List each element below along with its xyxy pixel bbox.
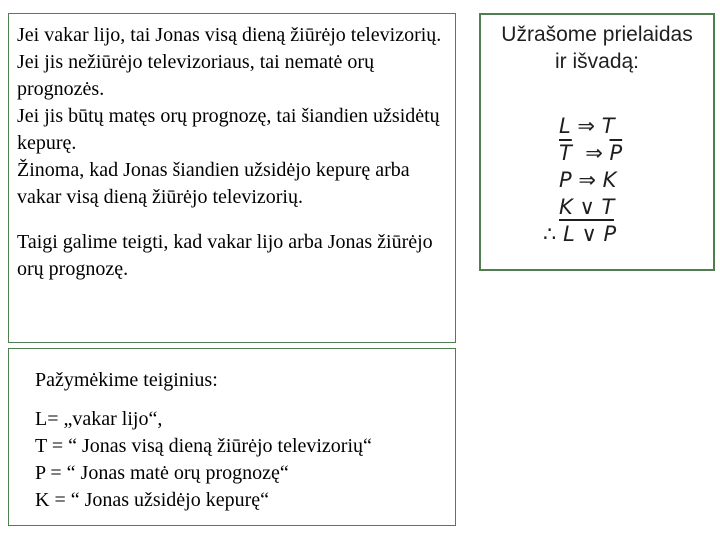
premise-4-underlined (559, 195, 614, 221)
conclusion-left: L (563, 222, 575, 246)
definitions-box (8, 348, 456, 526)
story-paragraph-3: Jei jis būtų matęs orų prognozę, tai šiandien užsidėtų kepurę. (17, 105, 440, 154)
definition-p: P = “ Jonas matė orų prognozę“ (35, 462, 289, 484)
logic-box (479, 13, 715, 271)
premise-3 (559, 167, 707, 194)
premise-1-right: T (601, 114, 615, 138)
story-text-box (8, 13, 456, 343)
therefore-symbol: ∴ (543, 222, 557, 246)
or-symbol: ∨ (581, 222, 597, 246)
premise-3-right: K (602, 168, 617, 192)
formula-list (543, 113, 707, 248)
paragraph-spacer (17, 211, 447, 229)
definition-t: T = “ Jonas visą dieną žiūrėjo televizorių“ (35, 435, 372, 457)
story-paragraph-4: Žinoma, kad Jonas šiandien užsidėjo kepurę arba vakar visą dieną žiūrėjo televizorių. (17, 159, 410, 208)
premise-2-left-negated: $\overline{T}$ (559, 141, 572, 165)
premise-2-right-negated: $\overline{P}$ (609, 141, 623, 165)
premise-1-left: L (559, 114, 571, 138)
conclusion-formula (543, 221, 707, 248)
story-paragraph-2: Jei jis nežiūrėjo televizoriaus, tai nematė orų prognozės. (17, 51, 375, 100)
story-conclusion: Taigi galime teigti, kad vakar lijo arba Jonas žiūrėjo orų prognozę. (17, 231, 433, 280)
premise-1 (559, 113, 707, 140)
story-paragraph-1: Jei vakar lijo, tai Jonas visą dieną žiūrėjo televizorių. (17, 24, 442, 46)
logic-heading-line-1: Užrašome prielaidas (501, 23, 693, 46)
implies-symbol: ⇒ (585, 141, 603, 165)
implies-symbol: ⇒ (577, 114, 595, 138)
definitions-title: Pažymėkime teiginius: (35, 369, 218, 391)
definition-k: K = “ Jonas užsidėjo kepurę“ (35, 489, 269, 511)
premise-4 (559, 194, 707, 221)
premise-4-right: T (601, 195, 615, 219)
or-symbol: ∨ (579, 195, 595, 219)
conclusion-right: P (603, 222, 617, 246)
implies-symbol: ⇒ (578, 168, 596, 192)
premise-4-left: K (559, 195, 573, 219)
premise-3-left: P (559, 168, 572, 192)
logic-heading-line-2: ir išvadą: (554, 50, 640, 73)
premise-2 (559, 140, 707, 167)
definition-l: L= „vakar lijo“, (35, 408, 163, 430)
